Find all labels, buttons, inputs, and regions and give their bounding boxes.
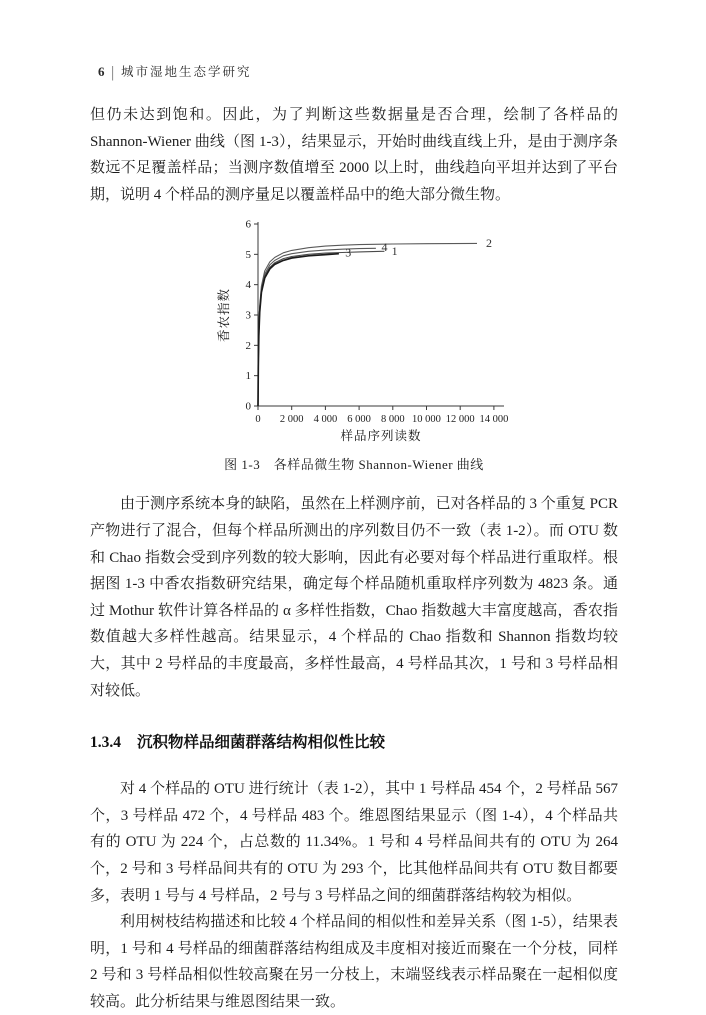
page-number: 6 [98,64,105,79]
x-tick-label: 4 000 [313,414,338,426]
curve-label-2: 2 [485,236,492,251]
x-tick-label: 8 000 [380,414,405,426]
shannon-wiener-chart [216,214,516,450]
x-tick-label: 10 000 [412,414,441,426]
paragraph-1: 但仍未达到饱和。因此，为了判断这些数据量是否合理，绘制了各样品的 Shannon-Wiener 曲线（图 1-3），结果显示，开始时曲线直线上升，是由于测序条数远不足覆盖样品；当测序数值增至 2000 以上时，曲线趋向平坦并达到了平台期，说明 4 个样品的测序量足以覆盖样品中的绝大部分微生物。 [90,107,618,203]
book-title: 城市湿地生态学研究 [121,65,252,79]
y-tick-label: 3 [245,309,251,322]
x-axis-title: 样品序列读数 [340,429,422,444]
section-title: 沉积物样品细菌群落结构相似性比较 [137,734,386,752]
figure-caption: 图 1-3 各样品微生物 Shannon-Wiener 曲线 [224,457,484,473]
y-tick-label: 0 [245,400,251,413]
header-separator: | [111,63,115,81]
section-heading-1-3-4 [90,730,618,752]
running-head [98,62,618,80]
x-tick-label: 0 [255,414,261,426]
y-tick-label: 1 [245,370,251,383]
x-tick-label: 12 000 [445,414,475,426]
curve-label-4: 4 [381,240,388,255]
x-tick-label: 2 000 [279,414,304,426]
paragraph-3: 对 4 个样品的 OTU 进行统计（表 1-2），其中 1 号样品 454 个，2 号样品 567 个，3 号样品 472 个，4 号样品 483 个。维恩图结果显示（图 1-4），4 个样品共有的 OTU 为 224 个，占总数的 11.34%。1 号和 4 号样品间共有的 OTU 为 264 个，2 号和 3 号样品间共有的 OTU 为 293 个，比其他样品间共有 OTU 数目都要多，表明 1 号与 4 号样品，2 号与 3 号样品之间的细菌群落结构较为相似。 [90,781,618,904]
curve-sample-3 [258,254,339,406]
section-number: 1.3.4 [90,734,121,752]
y-tick-label: 5 [245,249,251,262]
x-tick-label: 6 000 [347,414,371,426]
y-axis-title: 香农指数 [217,288,231,343]
chart-canvas [216,214,516,450]
y-tick-label: 4 [245,279,251,292]
paragraph-2: 由于测序系统本身的缺陷，虽然在上样测序前，已对各样品的 3 个重复 PCR 产物进行了混合，但每个样品所测出的序列数目仍不一致（表 1-2）。而 OTU 数和 Chao 指数会受到序列数的较大影响，因此有必要对每个样品进行重取样。根据图 1-3 中香农指数研究结果，确定每个样品随机重取样序列数为 4823 条。通过 Mothur 软件计算各样品的 α 多样性指数，Chao 指数越大丰富度越高，香农指数值越大多样性越高。结果显示，4 个样品的 Chao 指数和 Shannon 指数均较大，其中 2 号样品的丰度最高，多样性最高，4 号样品其次，1 号和 3 号样品相对较低。 [90,496,618,699]
y-tick-label: 6 [245,218,251,231]
curve-sample-4 [258,249,376,407]
curve-sample-2 [258,244,477,407]
curve-label-1: 1 [391,244,398,259]
y-tick-label: 2 [245,340,251,353]
curve-sample-1 [258,252,384,407]
x-tick-label: 14 000 [479,414,509,426]
figure-1-3 [90,214,618,473]
paragraph-4: 利用树枝结构描述和比较 4 个样品间的相似性和差异关系（图 1-5），结果表明，1 号和 4 号样品的细菌群落结构组成及丰度相对接近而聚在一个分枝，同样 2 号和 3 号样品相似性较高聚在另一分枝上，末端竖线表示样品聚在一起相似度较高。此分析结果与维恩图结果一致。 [90,914,618,1010]
curve-label-3: 3 [345,245,352,260]
